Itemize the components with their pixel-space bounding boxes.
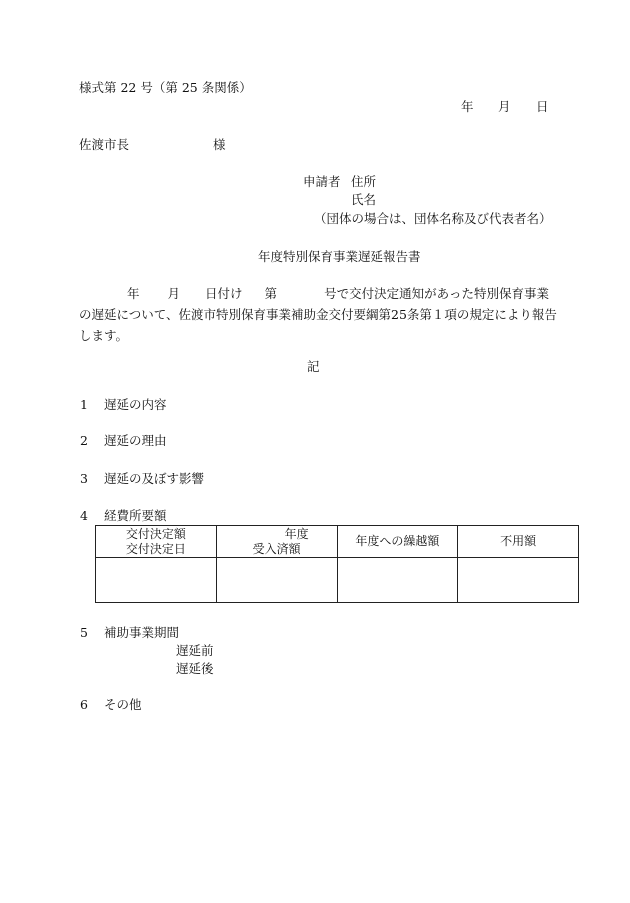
item-label: その他	[104, 697, 142, 712]
form-number: 様式第 22 号（第 25 条関係）	[79, 80, 252, 95]
item-number: 5	[80, 625, 88, 640]
value-cell-decided	[96, 558, 217, 603]
value-cell-received	[216, 558, 337, 603]
addressee-name: 佐渡市長	[79, 137, 130, 152]
item-2	[80, 435, 167, 448]
header-received-year: 年度	[284, 526, 309, 541]
item-number: 4	[80, 508, 88, 523]
expense-table-header-row	[96, 526, 579, 558]
body-line-2: の遅延について、佐渡市特別保育事業補助金交付要綱第25条第１項の規定により報告	[79, 307, 557, 322]
ki-heading: 記	[307, 359, 320, 374]
body-line-1	[79, 283, 549, 304]
item-label: 経費所要額	[104, 508, 167, 523]
item-6	[80, 699, 142, 712]
applicant-name-label: 氏名	[351, 192, 377, 207]
date-day: 日	[536, 99, 549, 114]
date-month: 月	[498, 99, 511, 114]
item-number: 6	[80, 697, 88, 712]
body-dai: 第	[264, 286, 278, 301]
body-paragraph	[79, 283, 557, 346]
expense-table	[95, 525, 579, 603]
header-received-amount: 受入済額	[252, 541, 301, 556]
header-decided-date: 交付決定日	[125, 541, 186, 556]
report-title: 年度特別保育事業遅延報告書	[258, 249, 421, 264]
item-number: 1	[80, 397, 88, 412]
header-cell-carryover: 年度への繰越額	[337, 526, 458, 558]
header-decided-amount: 交付決定額	[125, 526, 186, 541]
body-rest: 号で交付決定通知があった特別保育事業	[324, 286, 549, 301]
header-cell-received	[216, 526, 337, 558]
item-4	[80, 510, 167, 523]
applicant-label: 申請者	[303, 174, 341, 189]
body-month: 月	[167, 286, 181, 301]
period-before: 遅延前	[176, 643, 214, 658]
item-label: 補助事業期間	[104, 625, 180, 640]
item-number: 2	[80, 433, 88, 448]
item-label: 遅延の及ぼす影響	[104, 471, 205, 486]
header-cell-decided	[96, 526, 217, 558]
header-cell-unused: 不用額	[458, 526, 579, 558]
item-label: 遅延の理由	[104, 433, 167, 448]
item-1	[80, 399, 167, 412]
addressee-honorific: 様	[213, 137, 226, 152]
body-day-dated: 日付け	[205, 286, 243, 301]
item-number: 3	[80, 471, 88, 486]
item-5	[80, 627, 179, 640]
period-after: 遅延後	[176, 661, 214, 676]
applicant-address-label: 住所	[351, 174, 377, 189]
item-label: 遅延の内容	[104, 397, 167, 412]
value-cell-carryover	[337, 558, 458, 603]
expense-table-value-row	[96, 558, 579, 603]
body-line-3: します。	[79, 328, 129, 343]
item-3	[80, 473, 204, 486]
applicant-note: （団体の場合は、団体名称及び代表者名）	[314, 211, 552, 226]
value-cell-unused	[458, 558, 579, 603]
body-year: 年	[127, 286, 140, 301]
date-year: 年	[461, 99, 474, 114]
